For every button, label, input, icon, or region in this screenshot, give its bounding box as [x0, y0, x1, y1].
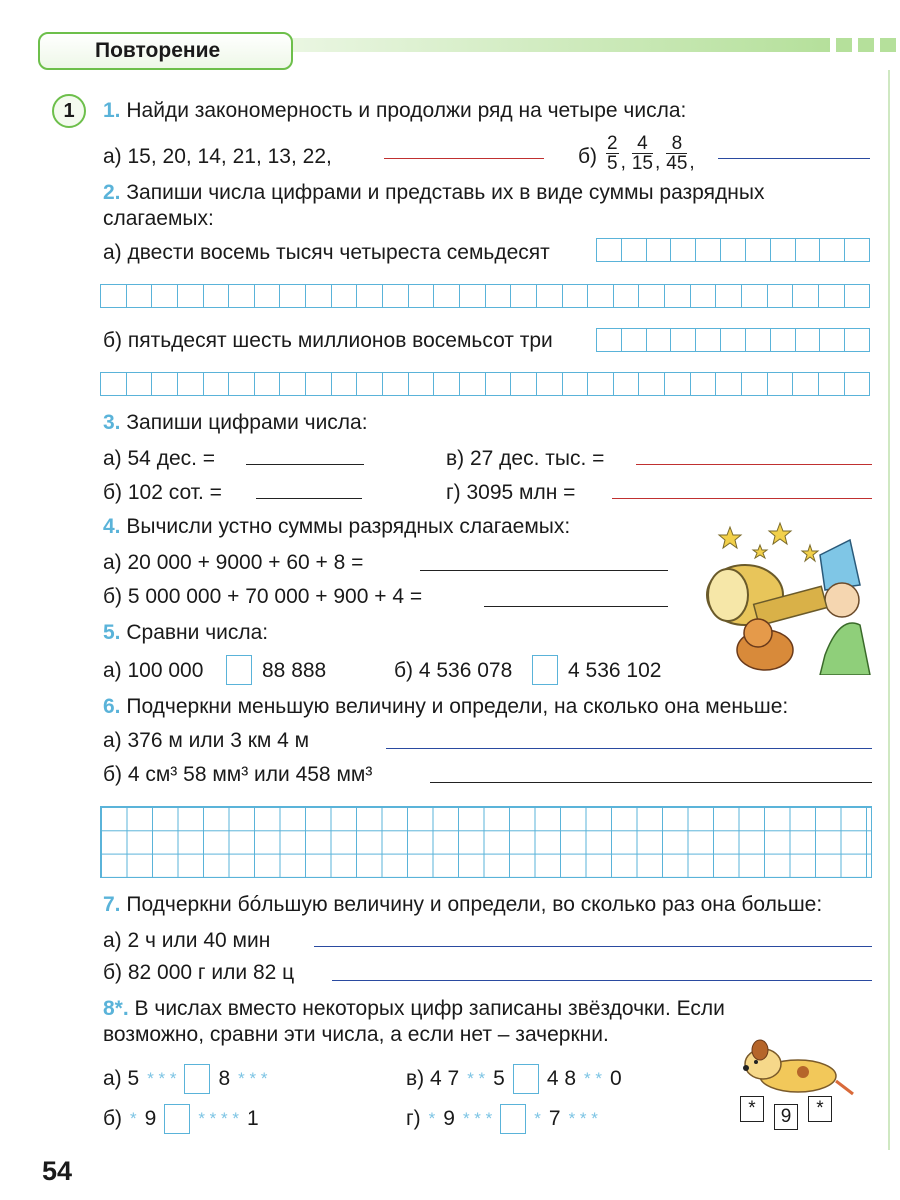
- task8-v-compare-box[interactable]: [513, 1064, 539, 1094]
- task8-number: 8*.: [103, 997, 129, 1020]
- task2-b: б) пятьдесят шесть миллионов восемьсот три: [103, 329, 553, 352]
- task3-number: 3.: [103, 411, 121, 434]
- header-stripe: [290, 38, 830, 52]
- task8-b: б) * 9 * * * * 1: [103, 1104, 259, 1134]
- task6-a: а) 376 м или 3 км 4 м: [103, 729, 310, 752]
- task5-a-right: 88 888: [262, 659, 327, 682]
- task8-heading: [103, 996, 725, 1022]
- task3-v: в) 27 дес. тыс. =: [446, 447, 605, 470]
- page-title: Повторение: [95, 39, 221, 62]
- task4-a-answer-line[interactable]: [420, 570, 668, 571]
- task3-text: Запиши цифрами числа:: [126, 411, 368, 434]
- task4-number: 4.: [103, 515, 121, 538]
- task8-text-line2: возможно, сравни эти числа, а если нет – зачеркни.: [103, 1023, 609, 1046]
- dog-illustration: [738, 1036, 858, 1098]
- task5-heading: [103, 620, 268, 646]
- task1-text: Найди закономерность и продолжи ряд на четыре числа:: [126, 99, 687, 122]
- task3-a-answer-line[interactable]: [246, 464, 364, 465]
- task2-text-line1: Запиши числа цифрами и представь их в виде суммы разрядных: [126, 181, 765, 204]
- task4-b: б) 5 000 000 + 70 000 + 900 + 4 =: [103, 585, 423, 608]
- task8-a: а) 5 * * * 8 * * *: [103, 1064, 267, 1094]
- task1-fractions: $\frac{2}{5}$ , $\frac{4}{15}$ , $\frac{8}{45}$ ,: [607, 132, 695, 174]
- task8-g-compare-box[interactable]: [500, 1104, 526, 1134]
- task2-b-sum-cells[interactable]: [100, 372, 870, 396]
- page-number: 54: [42, 1156, 73, 1186]
- task8-v: в) 4 7 * * 5 4 8 * * 0: [406, 1064, 622, 1094]
- task5-text: Сравни числа:: [126, 621, 269, 644]
- task6-b-answer-line[interactable]: [430, 782, 872, 783]
- task1-b-label: б): [578, 145, 598, 168]
- task2-heading: [103, 180, 764, 206]
- task2-text-line2: слагаемых:: [103, 207, 214, 230]
- task5-b-right: 4 536 102: [568, 659, 662, 682]
- side-box-3: *: [808, 1096, 832, 1122]
- task8-b-compare-box[interactable]: [164, 1104, 190, 1134]
- task1-a-answer-line[interactable]: [384, 158, 544, 159]
- task5-b-left: б) 4 536 078: [394, 659, 513, 682]
- task6-text: Подчеркни меньшую величину и определи, на сколько она меньше:: [126, 695, 789, 718]
- task4-b-answer-line[interactable]: [484, 606, 668, 607]
- fraction-3: $\frac{8}{45}$: [666, 132, 688, 174]
- side-box-1: *: [740, 1096, 764, 1122]
- task6-a-answer-line[interactable]: [386, 748, 872, 749]
- task1-heading: [103, 98, 686, 124]
- task7-heading: [103, 892, 822, 918]
- task5-a-compare-box[interactable]: [226, 655, 252, 685]
- task3-heading: [103, 410, 368, 436]
- task8-g: г) * 9 * * * * 7 * * *: [406, 1104, 598, 1134]
- task3-g-answer-line[interactable]: [612, 498, 872, 499]
- task7-b: б) 82 000 г или 82 ц: [103, 961, 295, 984]
- header-blocks: [836, 38, 896, 52]
- task2-b-cells[interactable]: [596, 328, 870, 352]
- task3-g: г) 3095 млн =: [446, 481, 576, 504]
- task8-a-compare-box[interactable]: [184, 1064, 210, 1094]
- task3-a: а) 54 дес. =: [103, 447, 216, 470]
- task1-number: 1.: [103, 99, 121, 122]
- task6-number: 6.: [103, 695, 121, 718]
- task5-b-compare-box[interactable]: [532, 655, 558, 685]
- fraction-2: $\frac{4}{15}$: [631, 132, 653, 174]
- task1-a: а) 15, 20, 14, 21, 13, 22,: [103, 145, 332, 168]
- task2-a-sum-cells[interactable]: [100, 284, 870, 308]
- task7-a: а) 2 ч или 40 мин: [103, 929, 271, 952]
- task2-a: а) двести восемь тысяч четыреста семьдесят: [103, 241, 550, 264]
- task8-text-line1: В числах вместо некоторых цифр записаны звёздочки. Если: [134, 997, 725, 1020]
- side-box-2: 9: [774, 1104, 798, 1130]
- task6-grid[interactable]: [100, 806, 872, 878]
- page-right-border: [888, 70, 890, 1150]
- task1-b-answer-line[interactable]: [718, 158, 870, 159]
- task7-b-answer-line[interactable]: [332, 980, 872, 981]
- task2-number: 2.: [103, 181, 121, 204]
- task5-number: 5.: [103, 621, 121, 644]
- task4-a: а) 20 000 + 9000 + 60 + 8 =: [103, 551, 364, 574]
- task6-heading: [103, 694, 788, 720]
- side-boxes: [740, 1096, 832, 1130]
- task3-b: б) 102 сот. =: [103, 481, 222, 504]
- telescope-boy-illustration: [700, 515, 875, 675]
- task2-a-cells[interactable]: [596, 238, 870, 262]
- task4-heading: [103, 514, 570, 540]
- task3-b-answer-line[interactable]: [256, 498, 362, 499]
- task7-text: Подчеркни бóльшую величину и определи, во сколько раз она больше:: [126, 893, 823, 916]
- lesson-circle: 1: [52, 94, 86, 128]
- task5-a-left: а) 100 000: [103, 659, 204, 682]
- task6-b: б) 4 см³ 58 мм³ или 458 мм³: [103, 763, 373, 786]
- fraction-1: $\frac{2}{5}$: [607, 132, 618, 174]
- task7-number: 7.: [103, 893, 121, 916]
- task7-a-answer-line[interactable]: [314, 946, 872, 947]
- task3-v-answer-line[interactable]: [636, 464, 872, 465]
- task4-text: Вычисли устно суммы разрядных слагаемых:: [126, 515, 571, 538]
